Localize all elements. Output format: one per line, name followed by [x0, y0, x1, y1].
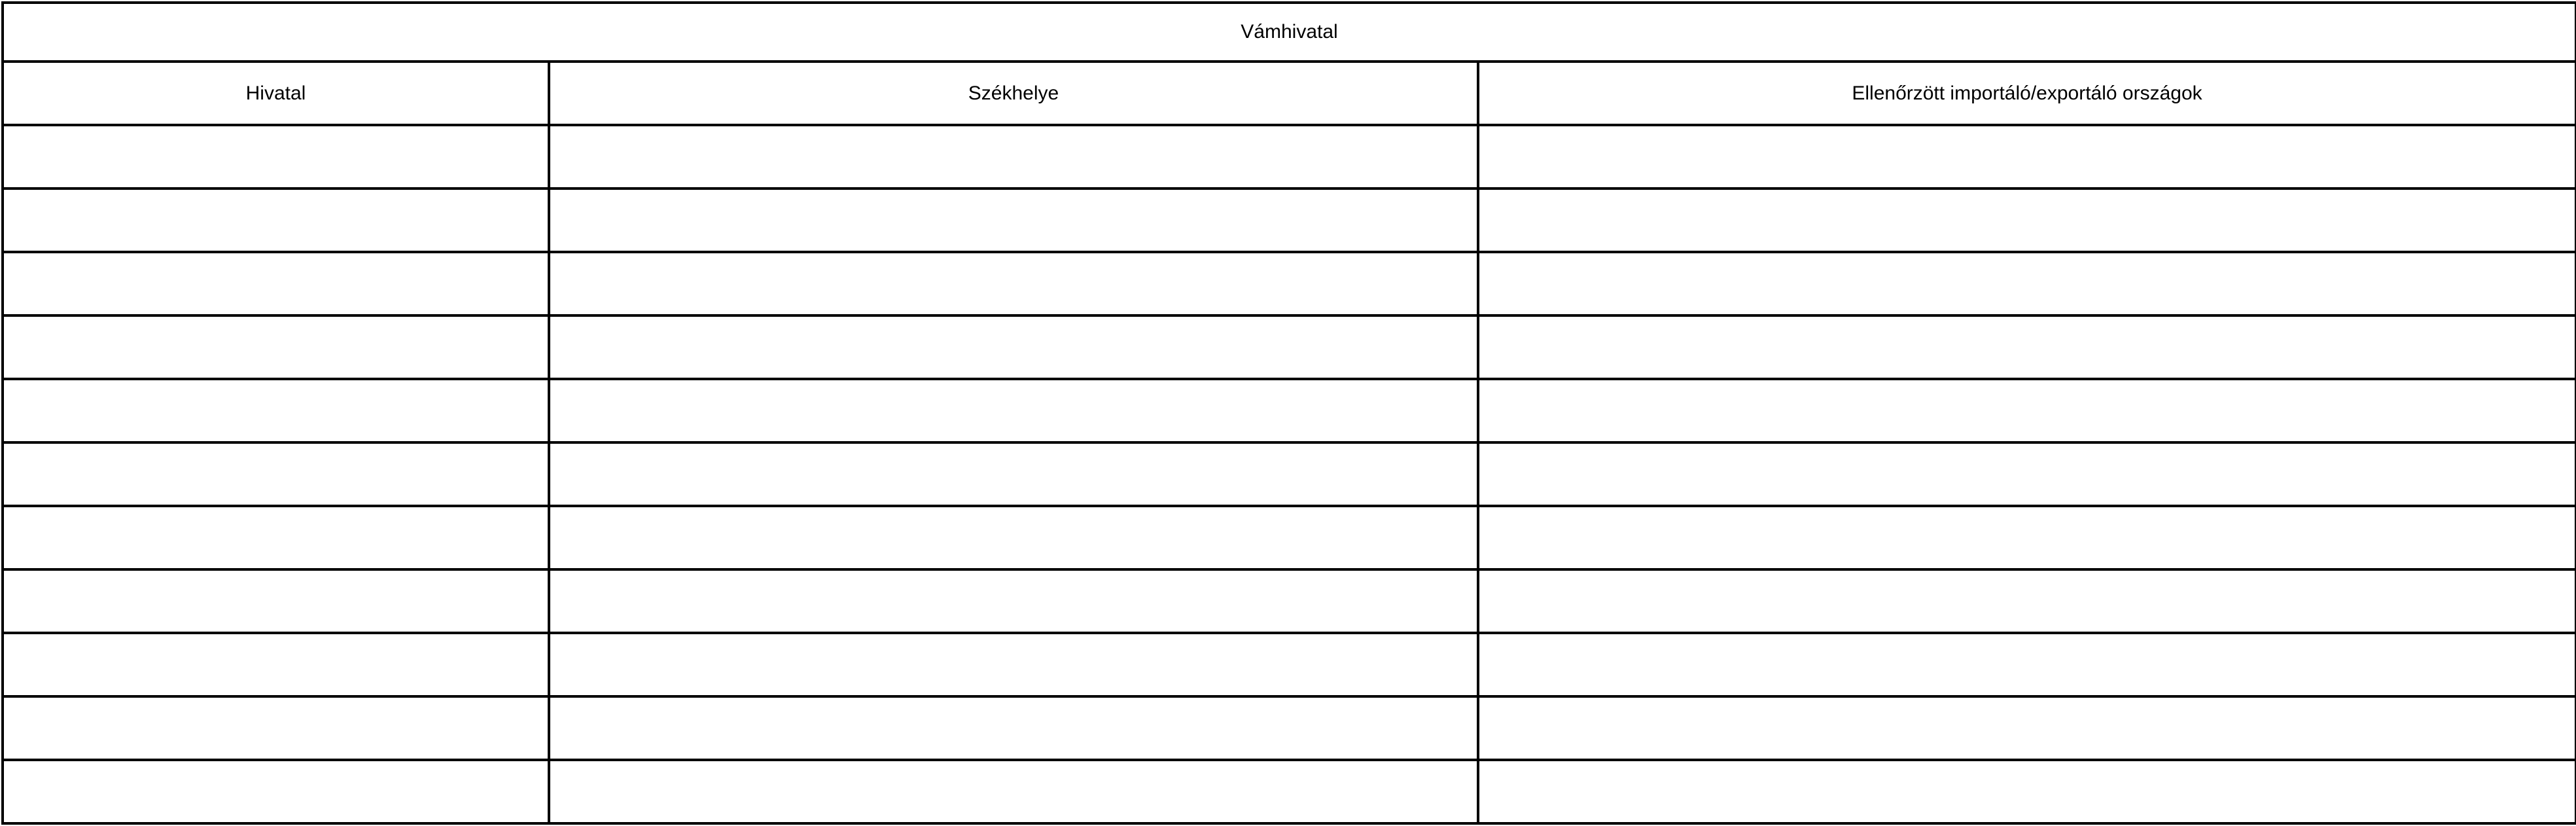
table-cell [3, 125, 549, 189]
table-cell [1478, 315, 2576, 379]
table-row [3, 506, 2576, 569]
table-cell [549, 633, 1478, 696]
table-cell [3, 315, 549, 379]
column-header-hivatal: Hivatal [3, 62, 549, 125]
table-cell [3, 569, 549, 633]
table-cell [549, 379, 1478, 442]
table-row [3, 125, 2576, 189]
table-cell [549, 125, 1478, 189]
table-body [3, 125, 2576, 823]
table-cell [1478, 379, 2576, 442]
table-cell [3, 760, 549, 823]
table-head [3, 3, 2576, 125]
table-cell [3, 189, 549, 252]
table-cell [3, 442, 549, 506]
customs-office-table [1, 1, 2576, 825]
column-header-ellenorzott-orszagok: Ellenőrzött importáló/exportáló országok [1478, 62, 2576, 125]
table-row [3, 189, 2576, 252]
table-cell [1478, 696, 2576, 760]
table-cell [549, 315, 1478, 379]
table-cell [1478, 760, 2576, 823]
table-cell [3, 379, 549, 442]
table-cell [549, 696, 1478, 760]
table-cell [1478, 125, 2576, 189]
table-cell [3, 506, 549, 569]
table-cell [549, 442, 1478, 506]
table-row [3, 315, 2576, 379]
table-row [3, 696, 2576, 760]
table-cell [549, 189, 1478, 252]
table-header-row [3, 62, 2576, 125]
table-cell [549, 569, 1478, 633]
table-cell [1478, 189, 2576, 252]
column-header-szekhelye: Székhelye [549, 62, 1478, 125]
table-cell [549, 760, 1478, 823]
table-row [3, 633, 2576, 696]
table-cell [1478, 442, 2576, 506]
table-row [3, 442, 2576, 506]
table-row [3, 252, 2576, 315]
table-row [3, 569, 2576, 633]
table-row [3, 379, 2576, 442]
table-cell [3, 696, 549, 760]
table-cell [3, 252, 549, 315]
table-cell [1478, 569, 2576, 633]
table-cell [549, 506, 1478, 569]
table-row [3, 760, 2576, 823]
table-cell [3, 633, 549, 696]
table-cell [1478, 633, 2576, 696]
table-cell [1478, 506, 2576, 569]
table-cell [549, 252, 1478, 315]
table-title-row [3, 3, 2576, 62]
table-title: Vámhivatal [3, 3, 2576, 62]
table-cell [1478, 252, 2576, 315]
